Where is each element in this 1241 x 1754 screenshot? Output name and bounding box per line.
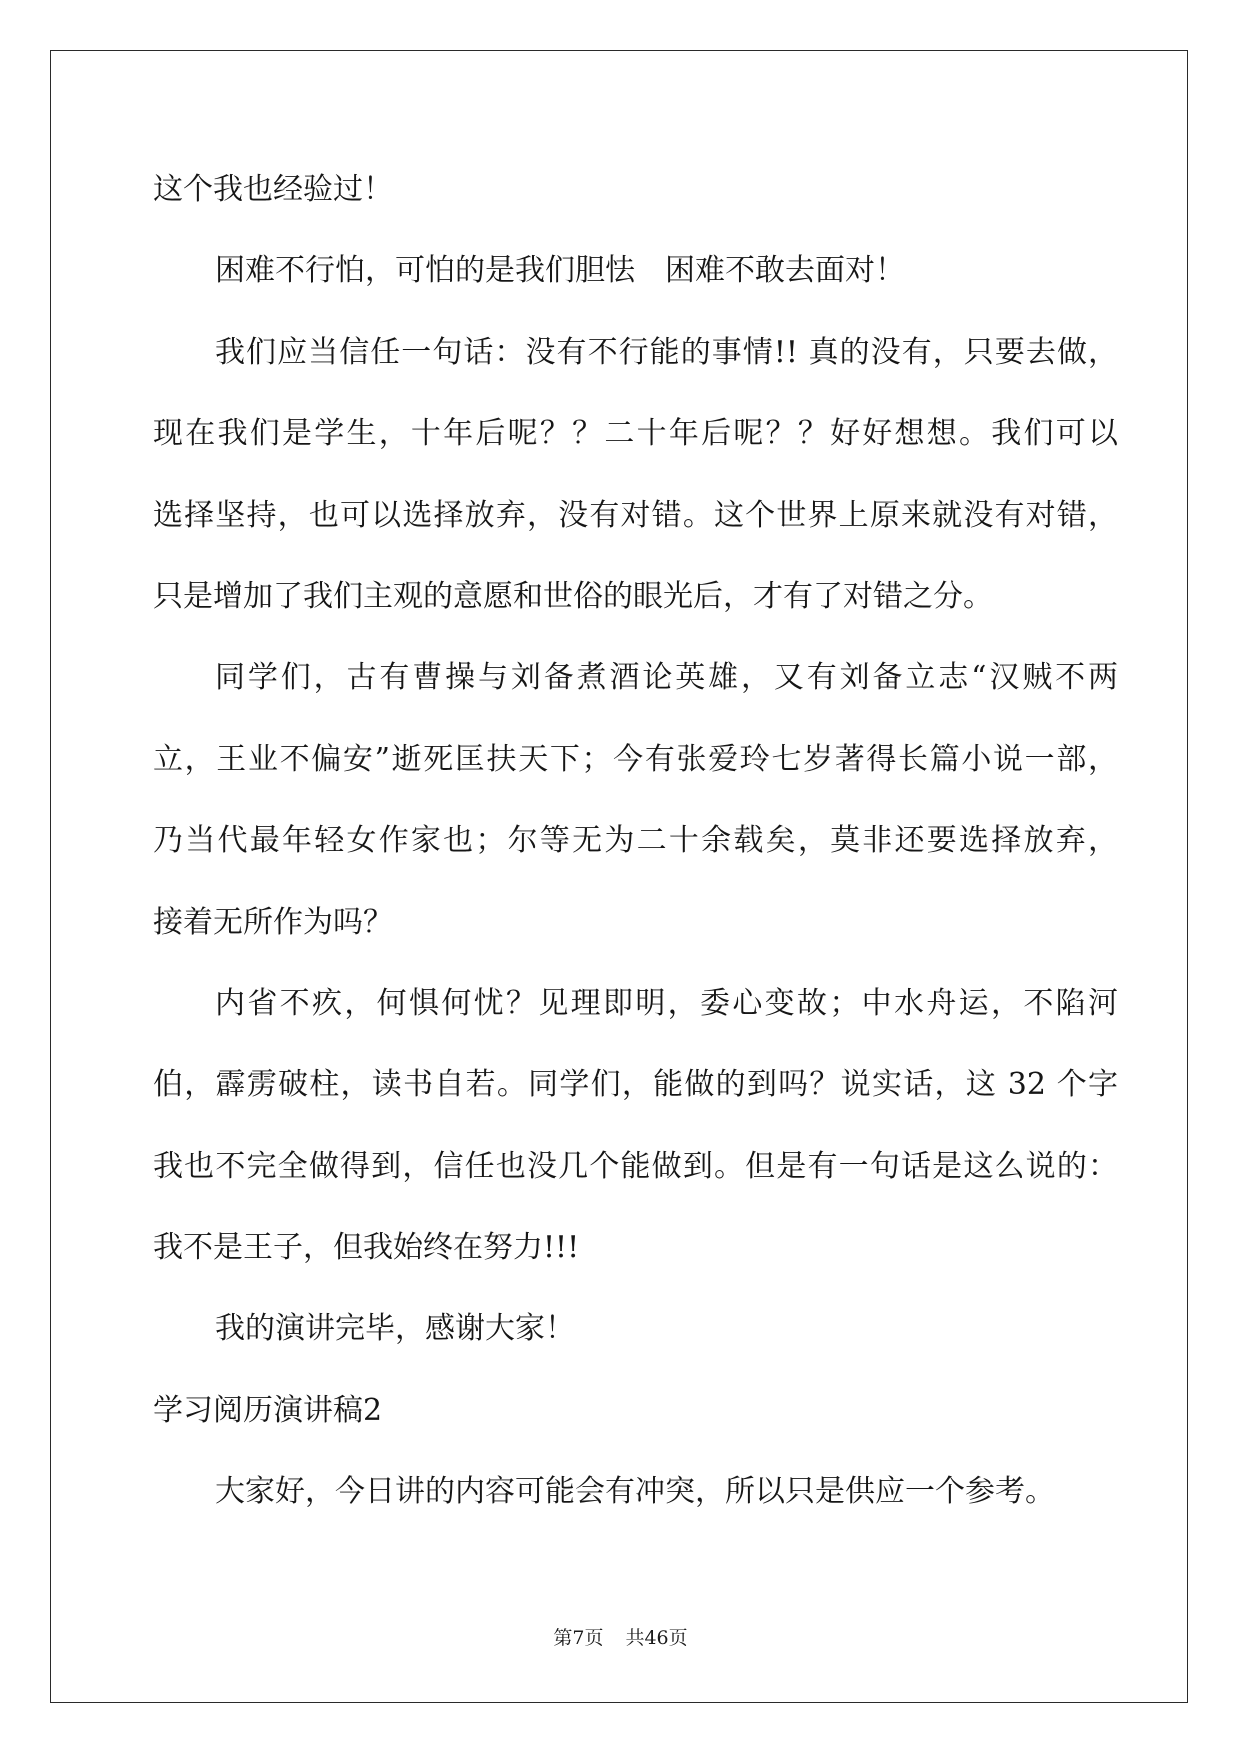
text-line: 只是增加了我们主观的意愿和世俗的眼光后，才有了对错之分。	[153, 578, 993, 614]
page-total: 共46页	[625, 1627, 688, 1649]
section-title: 学习阅历演讲稿2	[153, 1392, 383, 1428]
text-line: 这个我也经验过！	[153, 172, 393, 207]
text-line: 伯，霹雳破柱，读书自若。同学们，能做的到吗？说实话，这 32 个字	[153, 1067, 1118, 1103]
page-number: 第7页	[553, 1627, 604, 1649]
paragraph	[153, 637, 1118, 963]
page-footer	[0, 1625, 1241, 1651]
text-line: 我不是王子，但我始终在努力!!!	[153, 1230, 580, 1266]
text-line: 内省不疚，何惧何忧？见理即明，委心变故；中水舟运，不陷河	[215, 985, 1118, 1021]
document-body	[153, 149, 1118, 1533]
text-line: 乃当代最年轻女作家也；尔等无为二十余载矣，莫非还要选择放弃，	[153, 823, 1118, 859]
paragraph	[153, 1451, 1118, 1532]
text-line: 我们应当信任一句话：没有不行能的事情!! 真的没有，只要去做，	[215, 334, 1118, 370]
text-line: 同学们，古有曹操与刘备煮酒论英雄，又有刘备立志“汉贼不两	[215, 660, 1118, 696]
text-line: 立，王业不偏安”逝死匡扶天下；今有张爱玲七岁著得长篇小说一部，	[153, 741, 1118, 777]
text-line: 选择坚持，也可以选择放弃，没有对错。这个世界上原来就没有对错，	[153, 497, 1118, 533]
paragraph	[153, 230, 1118, 311]
text-line: 大家好，今日讲的内容可能会有冲突，所以只是供应一个参考。	[215, 1474, 1055, 1510]
paragraph	[153, 1288, 1118, 1369]
paragraph	[153, 312, 1118, 638]
text-line: 困难不行怕，可怕的是我们胆怯 困难不敢去面对！	[215, 253, 905, 289]
text-line: 我也不完全做得到，信任也没几个能做到。但是有一句话是这么说的：	[153, 1148, 1118, 1184]
paragraph	[153, 963, 1118, 1289]
text-line: 我的演讲完毕，感谢大家！	[215, 1311, 575, 1347]
paragraph	[153, 149, 1118, 230]
text-line: 接着无所作为吗？	[153, 904, 393, 940]
text-line: 现在我们是学生，十年后呢？？二十年后呢？？好好想想。我们可以	[153, 416, 1118, 452]
